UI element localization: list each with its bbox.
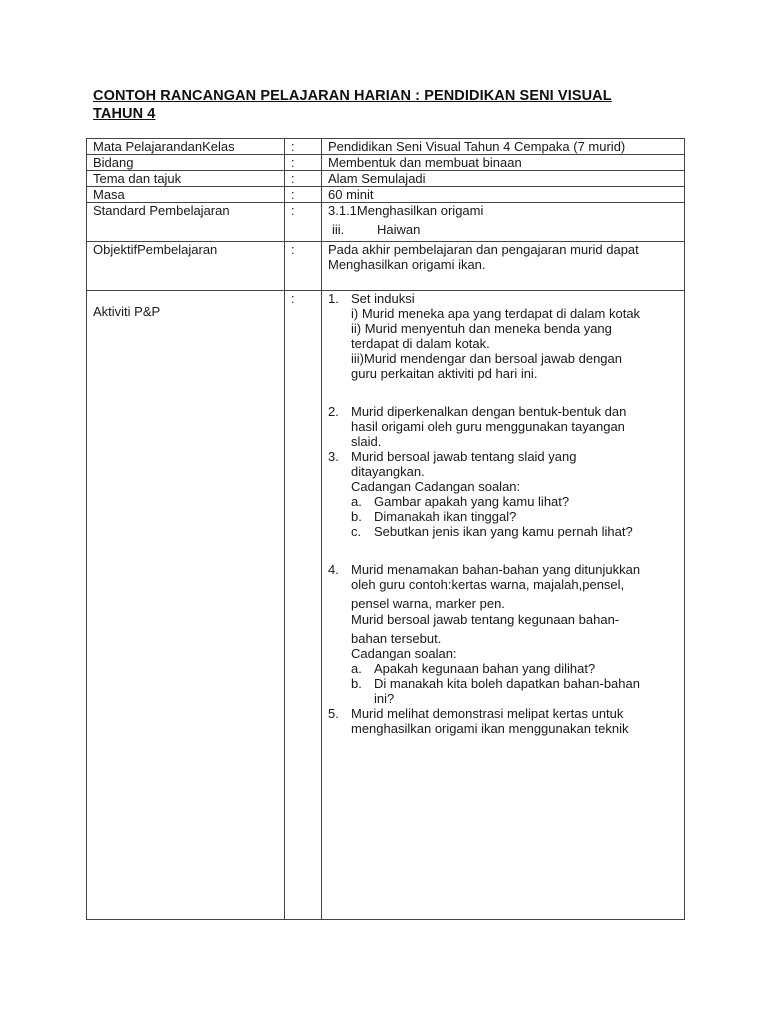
question-letter: b. — [351, 509, 362, 524]
question-item — [328, 509, 678, 524]
activity-item-1 — [328, 291, 678, 306]
row-colon: : — [285, 171, 322, 187]
objective-colon: : — [285, 242, 322, 291]
row-value: Alam Semulajadi — [322, 171, 685, 187]
activity-content — [322, 291, 685, 920]
question-text: Gambar apakah yang kamu lihat? — [374, 494, 570, 509]
table-row — [87, 187, 685, 203]
sub-line: iii)Murid mendengar dan bersoal jawab dengan — [351, 351, 623, 366]
item-line: menghasilkan origami ikan menggunakan teknik — [351, 721, 629, 736]
activity-item-2 — [328, 404, 678, 419]
objective-label: ObjektifPembelajaran — [87, 242, 285, 291]
item-number: 3. — [328, 449, 339, 464]
item-line: bahan tersebut. — [351, 631, 442, 646]
question-letter: c. — [351, 524, 362, 539]
table-row — [87, 139, 685, 155]
question-item — [328, 676, 678, 691]
row-colon: : — [285, 187, 322, 203]
standard-subitem — [328, 222, 678, 237]
cadangan-label: Cadangan soalan: — [351, 646, 457, 661]
objective-line-1: Pada akhir pembelajaran dan pengajaran murid dapat — [328, 242, 639, 257]
document-title — [93, 87, 673, 123]
row-value: 60 minit — [322, 187, 685, 203]
table-row — [87, 171, 685, 187]
row-label: Tema dan tajuk — [87, 171, 285, 187]
standard-value-cell — [322, 203, 685, 242]
standard-value: 3.1.1Menghasilkan origami — [328, 203, 484, 218]
question-text: Sebutkan jenis ikan yang kamu pernah lihat? — [374, 524, 633, 539]
item-line: ditayangkan. — [351, 464, 425, 479]
question-continuation: ini? — [374, 691, 395, 706]
row-label: Masa — [87, 187, 285, 203]
row-colon: : — [285, 139, 322, 155]
activity-item-4 — [328, 562, 678, 577]
activity-row — [87, 291, 685, 920]
activity-item-3 — [328, 449, 678, 464]
item-text: Murid menamakan bahan-bahan yang ditunjukkan — [351, 562, 641, 577]
question-text: Di manakah kita boleh dapatkan bahan-bahan — [374, 676, 640, 691]
activity-item-5 — [328, 706, 678, 721]
row-colon: : — [285, 155, 322, 171]
standard-sub-text: Haiwan — [377, 222, 421, 237]
table-row — [87, 155, 685, 171]
standard-colon: : — [285, 203, 322, 242]
question-item — [328, 661, 678, 676]
standard-row — [87, 203, 685, 242]
question-text: Dimanakah ikan tinggal? — [374, 509, 517, 524]
lesson-plan-table — [86, 138, 685, 920]
item-text: Murid melihat demonstrasi melipat kertas untuk — [351, 706, 624, 721]
question-letter: a. — [351, 494, 362, 509]
row-label: Mata PelajarandanKelas — [87, 139, 285, 155]
row-value: Pendidikan Seni Visual Tahun 4 Cempaka (7 murid) — [322, 139, 685, 155]
cadangan-label: Cadangan Cadangan soalan: — [351, 479, 521, 494]
item-number: 5. — [328, 706, 339, 721]
sub-line: terdapat di dalam kotak. — [351, 336, 490, 351]
row-value: Membentuk dan membuat binaan — [322, 155, 685, 171]
activity-colon: : — [285, 291, 322, 920]
objective-line-2: Menghasilkan origami ikan. — [328, 257, 486, 272]
activity-label-cell — [87, 291, 285, 920]
row-label: Bidang — [87, 155, 285, 171]
standard-label: Standard Pembelajaran — [87, 203, 285, 242]
question-item — [328, 524, 678, 539]
question-text: Apakah kegunaan bahan yang dilihat? — [374, 661, 596, 676]
item-line: hasil origami oleh guru menggunakan tayangan — [351, 419, 625, 434]
standard-sub-number: iii. — [332, 222, 345, 237]
item-text: Set induksi — [351, 291, 415, 306]
item-number: 4. — [328, 562, 339, 577]
title-line-1: CONTOH RANCANGAN PELAJARAN HARIAN : PENDIDIKAN SENI VISUAL — [93, 88, 612, 104]
item-line: oleh guru contoh:kertas warna, majalah,pensel, — [351, 577, 625, 592]
item-line: pensel warna, marker pen. — [351, 596, 505, 611]
objective-value — [322, 242, 685, 291]
sub-line: i) Murid meneka apa yang terdapat di dalam kotak — [351, 306, 641, 321]
title-line-2: TAHUN 4 — [93, 106, 156, 122]
question-letter: a. — [351, 661, 362, 676]
question-letter: b. — [351, 676, 362, 691]
item-number: 1. — [328, 291, 339, 306]
sub-line: ii) Murid menyentuh dan meneka benda yang — [351, 321, 612, 336]
item-line: Murid bersoal jawab tentang kegunaan bahan- — [351, 612, 620, 627]
item-number: 2. — [328, 404, 339, 419]
question-item — [328, 494, 678, 509]
item-line: slaid. — [351, 434, 382, 449]
sub-line: guru perkaitan aktiviti pd hari ini. — [351, 366, 538, 381]
objective-row — [87, 242, 685, 291]
activity-label: Aktiviti P&P — [93, 304, 161, 319]
item-text: Murid diperkenalkan dengan bentuk-bentuk dan — [351, 404, 627, 419]
item-text: Murid bersoal jawab tentang slaid yang — [351, 449, 577, 464]
